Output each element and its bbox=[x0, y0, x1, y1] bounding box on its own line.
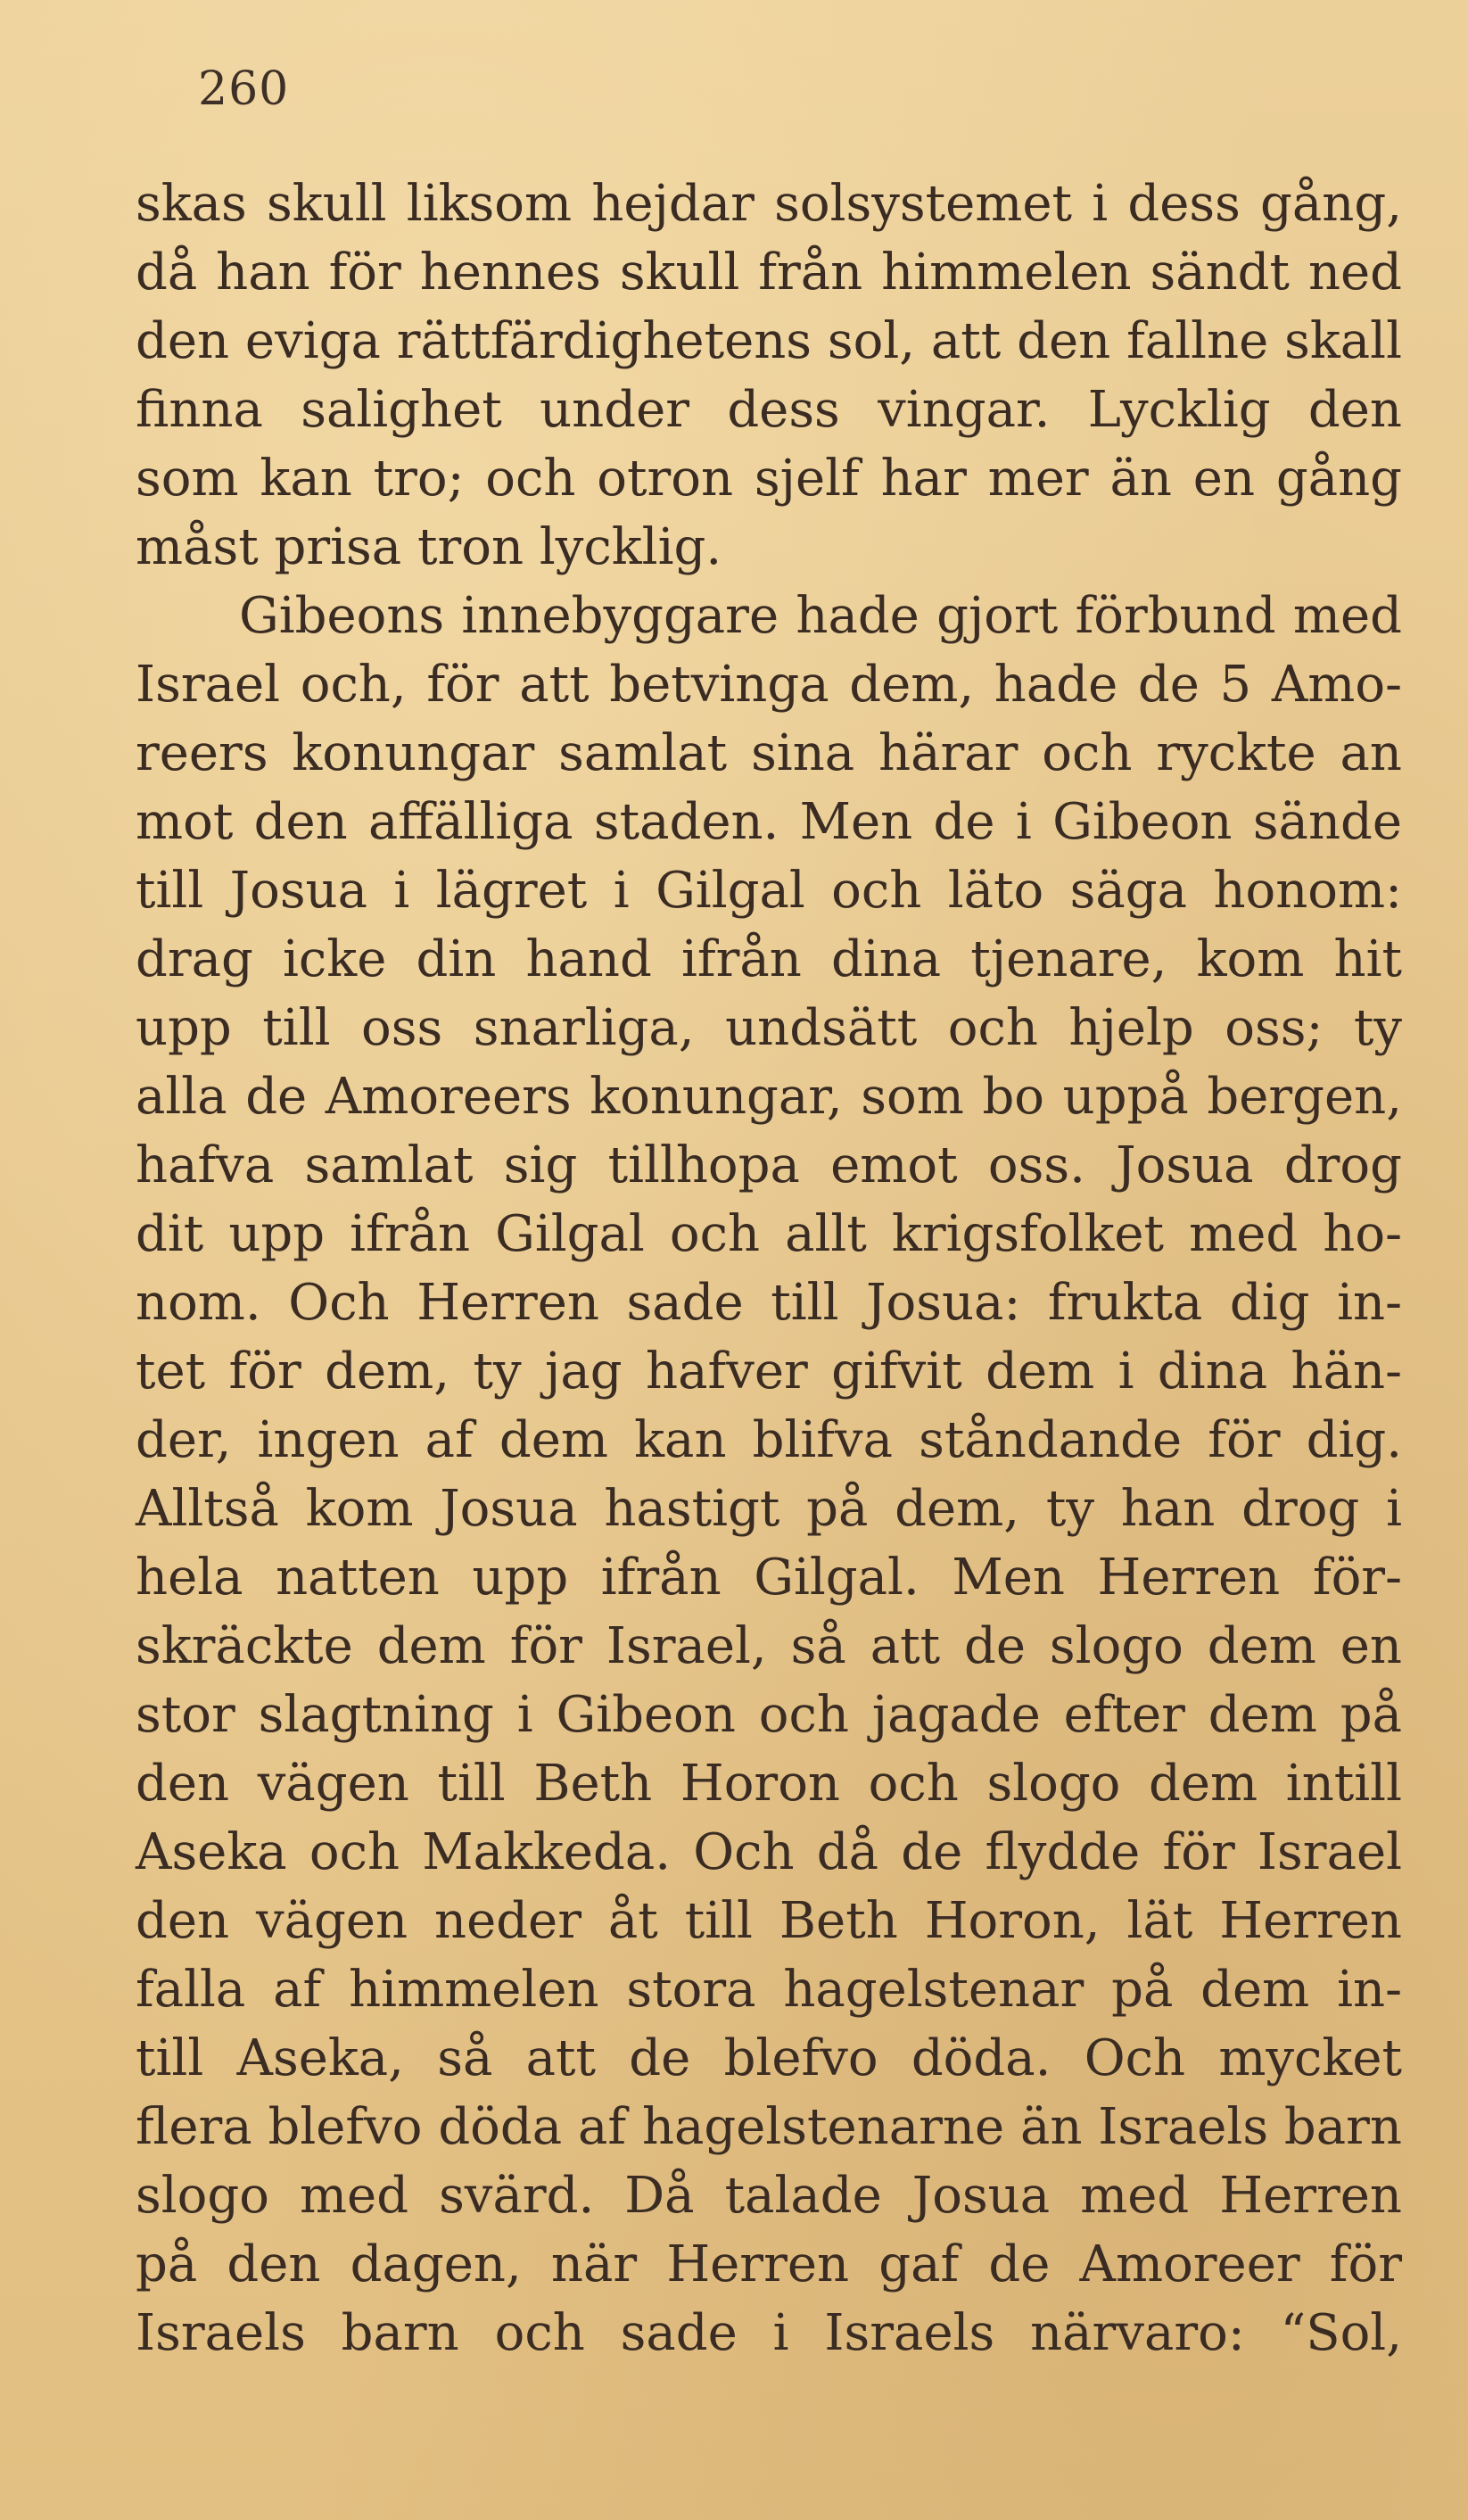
text-line: Aseka och Makkeda. Och då de flydde för Israel bbox=[136, 1823, 1402, 1881]
text-line: falla af himmelen stora hagelstenar på dem in- bbox=[136, 1961, 1402, 2019]
text-line: till Josua i lägret i Gilgal och läto säga honom: bbox=[136, 862, 1402, 920]
text-line: till Aseka, så att de blefvo döda. Och mycket bbox=[136, 2029, 1402, 2087]
page-number: 260 bbox=[198, 62, 290, 116]
text-line: slogo med svärd. Då talade Josua med Herren bbox=[136, 2167, 1402, 2225]
text-line: den vägen neder åt till Beth Horon, lät Herren bbox=[136, 1892, 1402, 1950]
text-line: den eviga rättfärdighetens sol, att den fallne skall bbox=[136, 312, 1402, 370]
text-line: tet för dem, ty jag hafver gifvit dem i dina hän- bbox=[136, 1343, 1402, 1400]
text-line: hela natten upp ifrån Gilgal. Men Herren för- bbox=[136, 1549, 1402, 1607]
text-line: Alltså kom Josua hastigt på dem, ty han drog i bbox=[136, 1480, 1402, 1538]
text-line: flera blefvo döda af hagelstenarne än Israels barn bbox=[136, 2098, 1402, 2156]
text-line: Israels barn och sade i Israels närvaro: “Sol, bbox=[136, 2304, 1402, 2362]
text-line: alla de Amoreers konungar, som bo uppå bergen, bbox=[136, 1068, 1402, 1126]
text-line: på den dagen, när Herren gaf de Amoreer för bbox=[136, 2235, 1402, 2293]
text-line: stor slagtning i Gibeon och jagade efter dem på bbox=[136, 1686, 1402, 1744]
text-line: nom. Och Herren sade till Josua: frukta dig in- bbox=[136, 1274, 1402, 1332]
text-line: finna salighet under dess vingar. Lycklig den bbox=[136, 381, 1402, 439]
body-text bbox=[136, 169, 1402, 2367]
text-line: reers konungar samlat sina härar och ryckte an bbox=[136, 724, 1402, 782]
text-line: mot den affälliga staden. Men de i Gibeon sände bbox=[136, 793, 1402, 851]
text-line: den vägen till Beth Horon och slogo dem intill bbox=[136, 1755, 1402, 1813]
text-line: som kan tro; och otron sjelf har mer än en gång bbox=[136, 450, 1402, 508]
text-line: Gibeons innebyggare hade gjort förbund med bbox=[239, 587, 1402, 645]
text-line: skas skull liksom hejdar solsystemet i dess gång, bbox=[136, 175, 1402, 233]
text-line: dit upp ifrån Gilgal och allt krigsfolket med ho- bbox=[136, 1205, 1402, 1263]
text-line: skräckte dem för Israel, så att de slogo dem en bbox=[136, 1617, 1402, 1675]
text-line: der, ingen af dem kan blifva ståndande för dig. bbox=[136, 1411, 1402, 1469]
text-line: måst prisa tron lycklig. bbox=[136, 518, 722, 576]
text-line: Israel och, för att betvinga dem, hade de 5 Amo- bbox=[136, 656, 1402, 714]
text-line: drag icke din hand ifrån dina tjenare, kom hit bbox=[136, 930, 1402, 988]
text-line: upp till oss snarliga, undsätt och hjelp oss; ty bbox=[136, 999, 1402, 1057]
text-line: då han för hennes skull från himmelen sändt ned bbox=[136, 244, 1402, 302]
text-line: hafva samlat sig tillhopa emot oss. Josua drog bbox=[136, 1136, 1402, 1194]
